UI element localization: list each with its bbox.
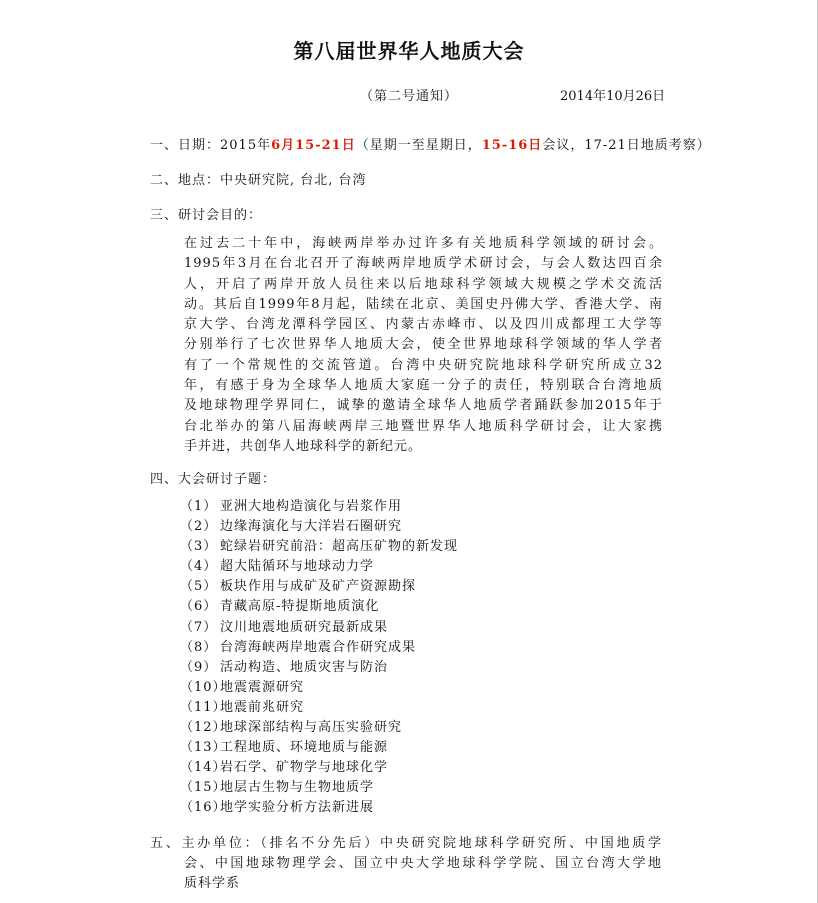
- purpose-paragraph: [184, 234, 663, 457]
- conference-dates: 6月15-21日: [271, 138, 356, 153]
- topic-text: 地震前兆研究: [220, 699, 305, 715]
- topic-item: [180, 498, 458, 518]
- topic-text: 地层古生物与生物地质学: [220, 780, 375, 796]
- topic-text: 蛇绿岩研究前沿：超高压矿物的新发现: [220, 539, 459, 555]
- topic-item: [180, 598, 458, 618]
- topic-text: 岩石学、矿物学与地球化学: [220, 760, 389, 776]
- notice-number: （第二号通知）: [360, 89, 459, 104]
- topic-item: [180, 578, 458, 598]
- topic-item: [180, 679, 458, 699]
- date-section: [150, 137, 711, 155]
- topic-number: （8）: [180, 639, 218, 655]
- paragraph-line: 分别举行了七次世界华人地质大会，使全世界地球科学领域的华人学者: [184, 337, 663, 353]
- topic-text: 台湾海峡两岸地震合作研究成果: [220, 639, 417, 655]
- topic-item: [180, 619, 458, 639]
- topic-item: [180, 779, 458, 799]
- meeting-dates: 15-16日: [481, 138, 543, 153]
- paragraph-line: 动。其后自1999年8月起，陆续在北京、美国史丹佛大学、香港大学、南: [184, 296, 663, 312]
- topics-list: [180, 498, 458, 820]
- paragraph-line: 台北举办的第八届海峡两岸三地暨世界华人地质科学研讨会，让大家携: [184, 418, 663, 434]
- topic-text: 超大陆循环与地球动力学: [220, 559, 375, 575]
- topic-item: [180, 659, 458, 679]
- sponsors-line: 会、中国地球物理学会、国立中央大学地球科学学院、国立台湾大学地: [184, 856, 662, 871]
- topic-number: （10）: [180, 679, 227, 695]
- topic-number: （9）: [180, 659, 218, 675]
- topic-item: [180, 799, 458, 819]
- topic-number: （3）: [180, 539, 218, 555]
- topic-text: 地震震源研究: [220, 679, 305, 695]
- date-suffix: 会议，17-21日地质考察）: [542, 138, 711, 153]
- topic-text: 青藏高原-特提斯地质演化: [220, 599, 380, 615]
- topic-item: [180, 699, 458, 719]
- topic-number: （11）: [180, 699, 227, 715]
- notice-date: 2014年10月26日: [560, 89, 666, 104]
- location-section: 二、地点：中央研究院, 台北, 台湾: [150, 173, 367, 188]
- topic-item: [180, 639, 458, 659]
- topic-text: 亚洲大地构造演化与岩浆作用: [220, 499, 403, 514]
- topic-item: [180, 538, 458, 558]
- topic-number: （12）: [180, 720, 227, 736]
- paragraph-line: 手并进，共创华人地球科学的新纪元。: [184, 438, 423, 454]
- topic-number: （7）: [180, 619, 218, 635]
- topic-number: （16）: [180, 800, 227, 816]
- paragraph-line: 人，开启了两岸开放人员往来以后地球科学领域大规模之学术交流活: [184, 276, 663, 292]
- topic-number: （13）: [180, 740, 227, 756]
- sponsors-line: 五、主办单位：（排名不分先后）中央研究院地球科学研究所、中国地质学: [150, 836, 662, 851]
- paragraph-line: 京大学、台湾龙潭科学园区、内蒙古赤峰市、以及四川成都理工大学等: [184, 317, 663, 333]
- topic-text: 工程地质、环境地质与能源: [220, 740, 389, 756]
- paragraph-line: 年，有感于身为全球华人地质大家庭一分子的责任，特别联合台湾地质: [184, 378, 663, 394]
- topic-number: （1）: [180, 499, 218, 514]
- purpose-heading: 三、研讨会目的：: [150, 208, 263, 223]
- topic-number: （4）: [180, 559, 218, 575]
- topic-text: 活动构造、地质灾害与防治: [220, 659, 389, 675]
- date-prefix: 一、日期：2015年: [150, 138, 272, 153]
- topic-text: 汶川地震地质研究最新成果: [220, 619, 389, 635]
- document-title: 第八届世界华人地质大会: [293, 39, 525, 63]
- topic-item: [180, 518, 458, 538]
- topic-number: （2）: [180, 519, 218, 535]
- paragraph-line: 1995年3月在台北召开了海峡两岸地质学术研讨会，与会人数达四百余: [184, 256, 663, 272]
- topic-item: [180, 558, 458, 578]
- topic-text: 边缘海演化与大洋岩石圈研究: [220, 519, 403, 535]
- topic-text: 地学实验分析方法新进展: [220, 800, 375, 816]
- sponsors-section: [150, 834, 662, 894]
- topic-number: （14）: [180, 760, 227, 776]
- paragraph-line: 及地球物理学界同仁，诚挚的邀请全球华人地质学者踊跃参加2015年于: [184, 398, 663, 414]
- topic-number: （6）: [180, 599, 218, 615]
- paragraph-line: 有了一个常规性的交流管道。台湾中央研究院地球科学研究所成立32: [184, 357, 663, 373]
- topic-item: [180, 759, 458, 779]
- date-middle: （星期一至星期日，: [355, 138, 482, 153]
- topics-heading: 四、大会研讨子题：: [150, 472, 277, 487]
- topic-number: （15）: [180, 780, 227, 796]
- topic-item: [180, 739, 458, 759]
- topic-text: 板块作用与成矿及矿产资源勘探: [220, 579, 417, 595]
- paragraph-line: 在过去二十年中，海峡两岸举办过许多有关地质科学领域的研讨会。: [184, 236, 663, 251]
- topic-text: 地球深部结构与高压实验研究: [220, 720, 403, 736]
- sponsors-line: 质科学系: [184, 876, 241, 891]
- topic-number: （5）: [180, 579, 218, 595]
- topic-item: [180, 719, 458, 739]
